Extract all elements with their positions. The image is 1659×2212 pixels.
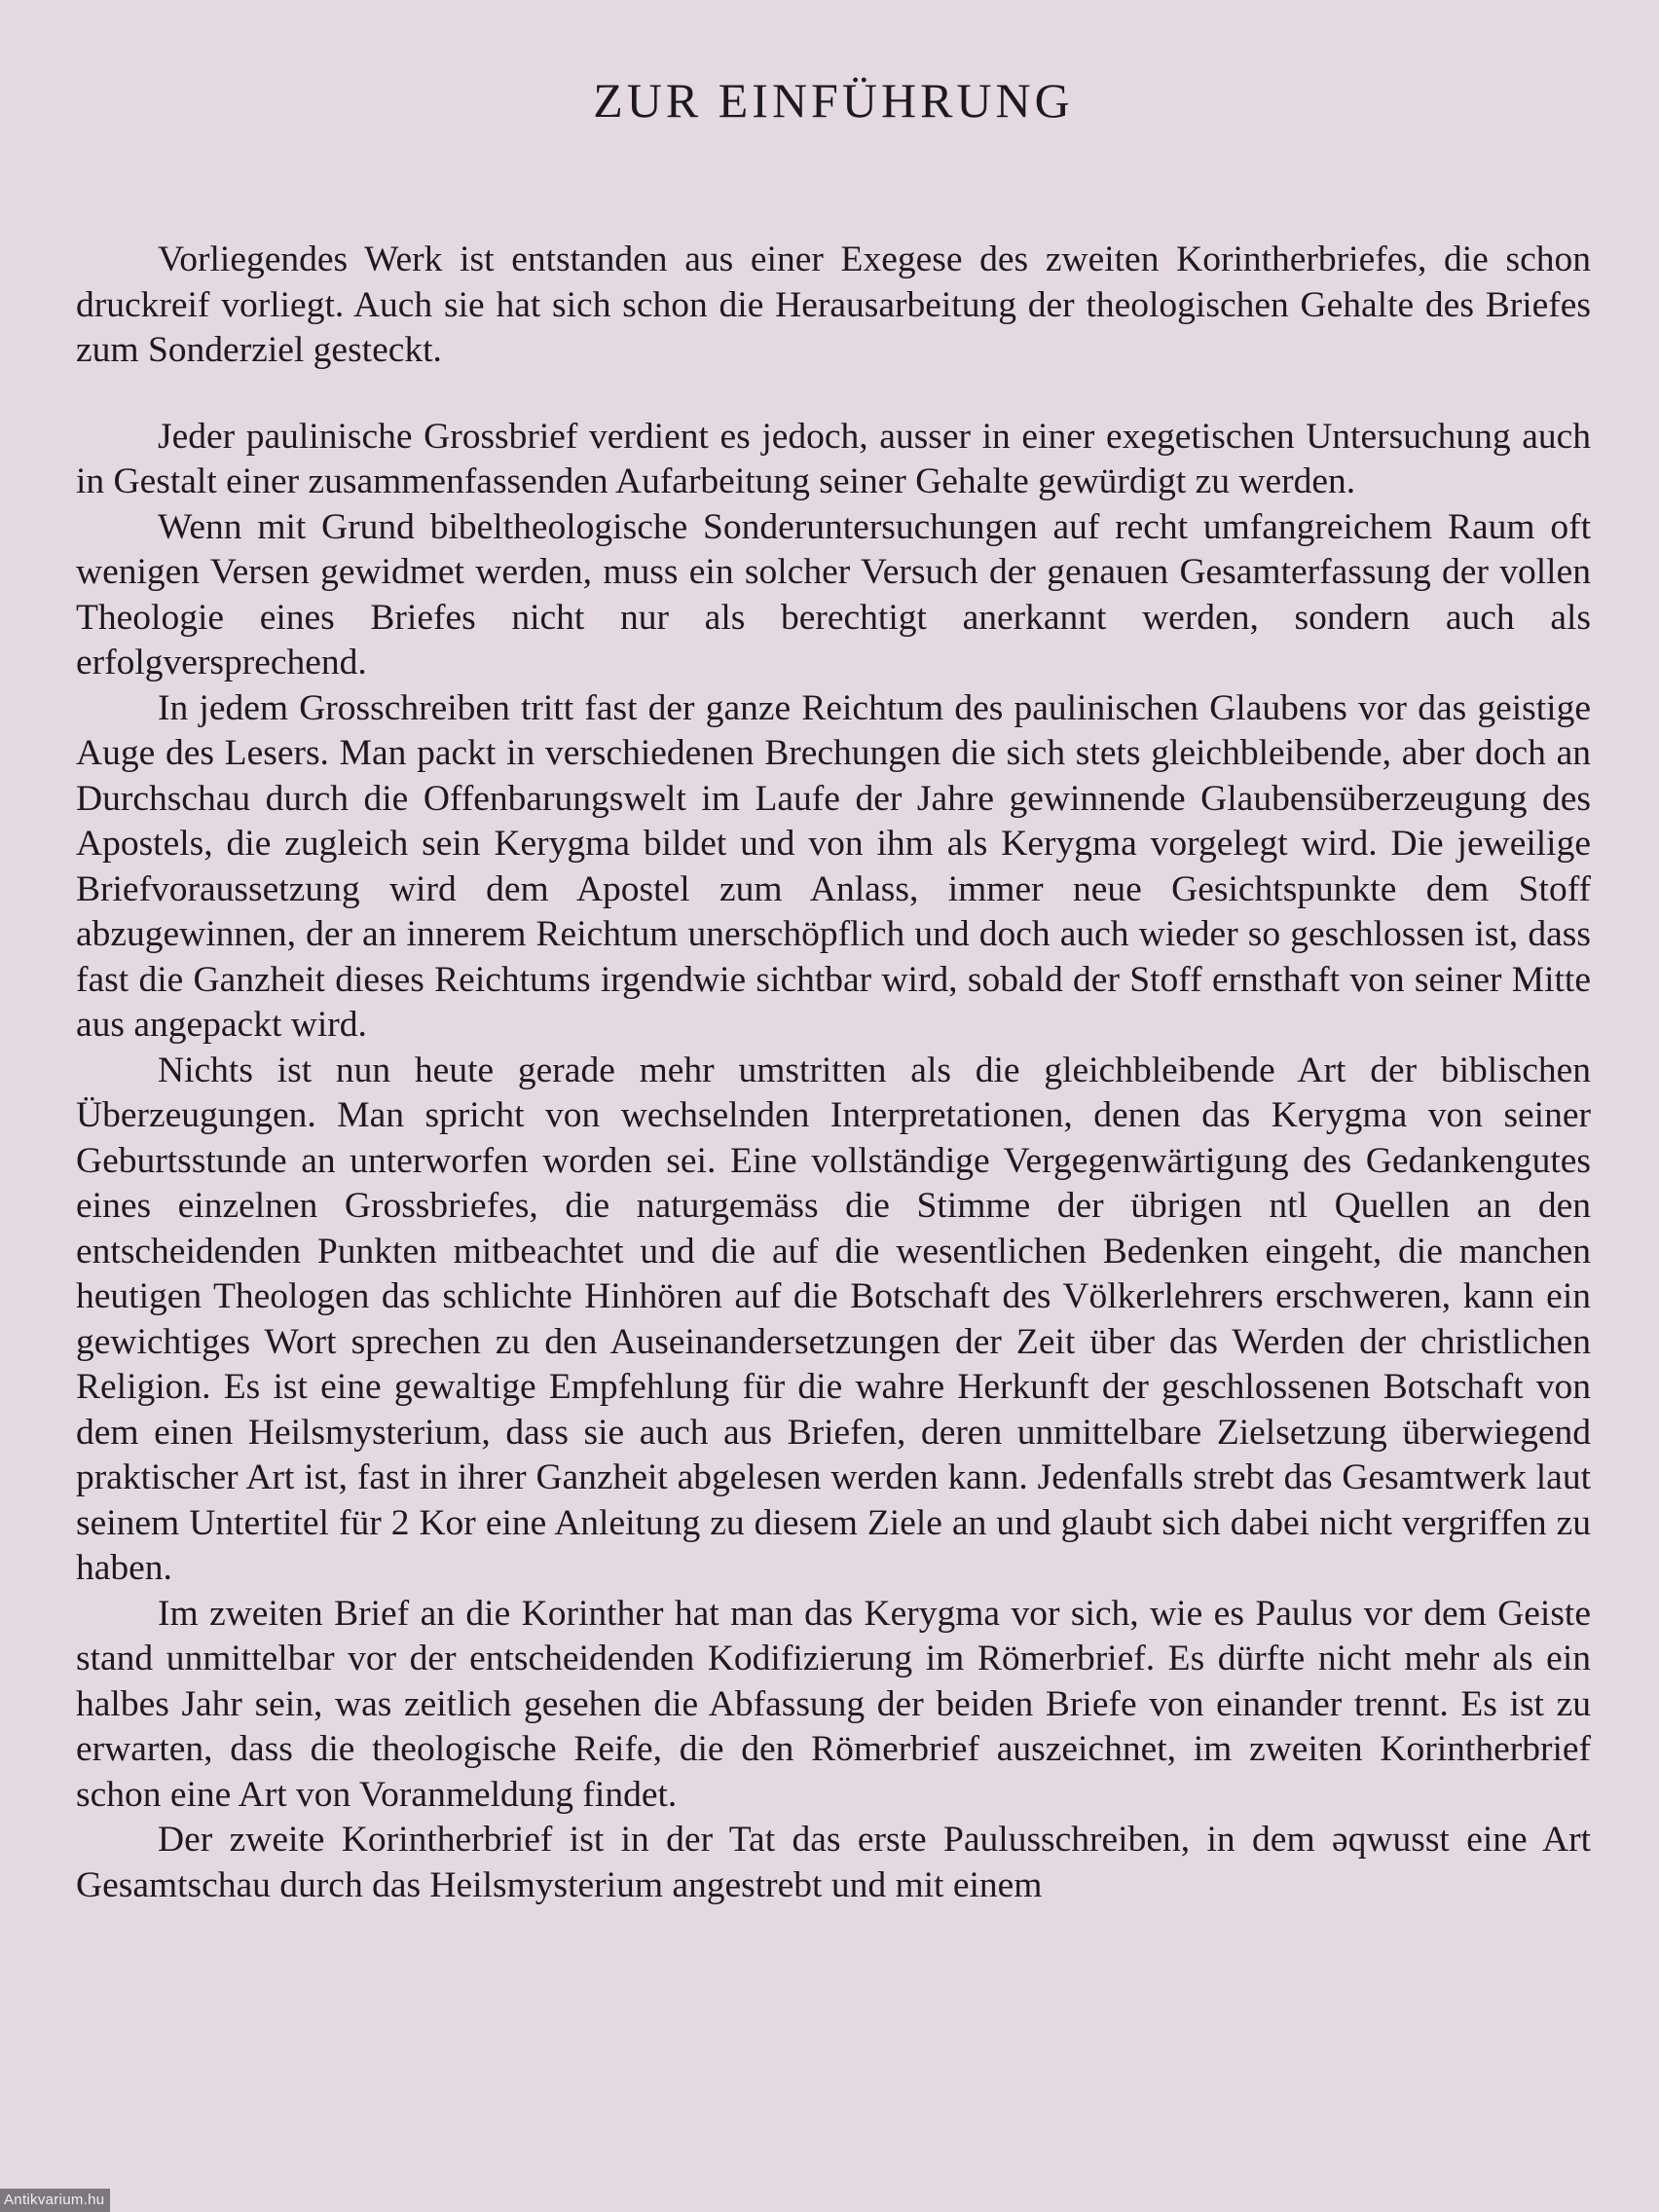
paragraph-7: Der zweite Korintherbrief ist in der Tat das erste Paulusschreiben, in dem əqwusst eine Art Gesamtschau durch das Heilsmysterium angestrebt und mit einem (76, 1820, 1591, 1905)
paragraph-5: Nichts ist nun heute gerade mehr umstritten als die gleichbleibende Art der biblischen Überzeugungen. Man spricht von wechselnden Interpretationen, denen das Kerygma von seiner Geburtsstunde an unterworfen worden sei. Eine vollständige Vergegenwärtigung des Gedankengutes eines einzelnen Grossbriefes, die naturgemäss die Stimme der übrigen ntl Quellen an den entscheidenden Punkten mitbeachtet und die auf die wesentlichen Bedenken eingeht, die manchen heutigen Theologen das schlichte Hinhören auf die Botschaft des Völkerlehrers erschweren, kann ein gewichtiges Wort sprechen zu den Auseinandersetzungen der Zeit über das Werden der christlichen Religion. Es ist eine gewaltige Empfehlung für die wahre Herkunft der geschlossenen Botschaft von dem einen Heilsmysterium, dass sie auch aus Briefen, deren unmittelbare Zielsetzung überwiegend praktischer Art ist, fast in ihrer Ganzheit abgelesen werden kann. Jedenfalls strebt das Gesamtwerk laut seinem Untertitel für 2 Kor eine Anleitung zu diesem Ziele an und glaubt sich dabei nicht vergriffen zu haben. (76, 1050, 1591, 1588)
page-title: ZUR EINFÜHRUNG (593, 73, 1074, 128)
paragraph-1: Vorliegendes Werk ist entstanden aus einer Exegese des zweiten Korintherbriefes, die schon druckreif vorliegt. Auch sie hat sich schon die Herausarbeitung der theologischen Gehalte des Briefes zum Sonderziel gesteckt. (76, 240, 1591, 370)
watermark: Antikvarium.hu (0, 2189, 110, 2212)
document-page (76, 58, 1591, 2191)
paragraph-3: Wenn mit Grund bibeltheologische Sonderuntersuchungen auf recht umfangreichem Raum oft wenigen Versen gewidmet werden, muss ein solcher Versuch der genauen Gesamterfassung der vollen Theologie eines Briefes nicht nur als berechtigt anerkannt werden, sondern auch als erfolgversprechend. (76, 506, 1591, 682)
paragraph-2: Jeder paulinische Grossbrief verdient es jedoch, ausser in einer exegetischen Untersuchung auch in Gestalt einer zusammenfassenden Aufarbeitung seiner Gehalte gewürdigt zu werden. (76, 416, 1591, 501)
paragraph-6: Im zweiten Brief an die Korinther hat man das Kerygma vor sich, wie es Paulus vor dem Geiste stand unmittelbar vor der entscheidenden Kodifizierung im Römerbrief. Es dürfte nicht mehr als ein halbes Jahr sein, was zeitlich gesehen die Abfassung der beiden Briefe von einander trennt. Es ist zu erwarten, dass die theologische Reife, die den Römerbrief auszeichnet, im zweiten Korintherbrief schon eine Art von Voranmeldung findet. (76, 1593, 1591, 1815)
paragraph-4: In jedem Grosschreiben tritt fast der ganze Reichtum des paulinischen Glaubens vor das geistige Auge des Lesers. Man packt in verschiedenen Brechungen die sich stets gleichbleibende, aber doch an Durchschau durch die Offenbarungswelt im Laufe der Jahre gewinnende Glaubensüberzeugung des Apostels, die zugleich sein Kerygma bildet und von ihm als Kerygma vorgelegt wird. Die jeweilige Briefvoraussetzung wird dem Apostel zum Anlass, immer neue Gesichtspunkte dem Stoff abzugewinnen, der an innerem Reichtum unerschöpflich und doch auch wieder so geschlossen ist, dass fast die Ganzheit dieses Reichtums irgendwie sichtbar wird, sobald der Stoff ernsthaft von seiner Mitte aus angepackt wird. (76, 687, 1591, 1045)
body-text (76, 238, 1591, 1908)
